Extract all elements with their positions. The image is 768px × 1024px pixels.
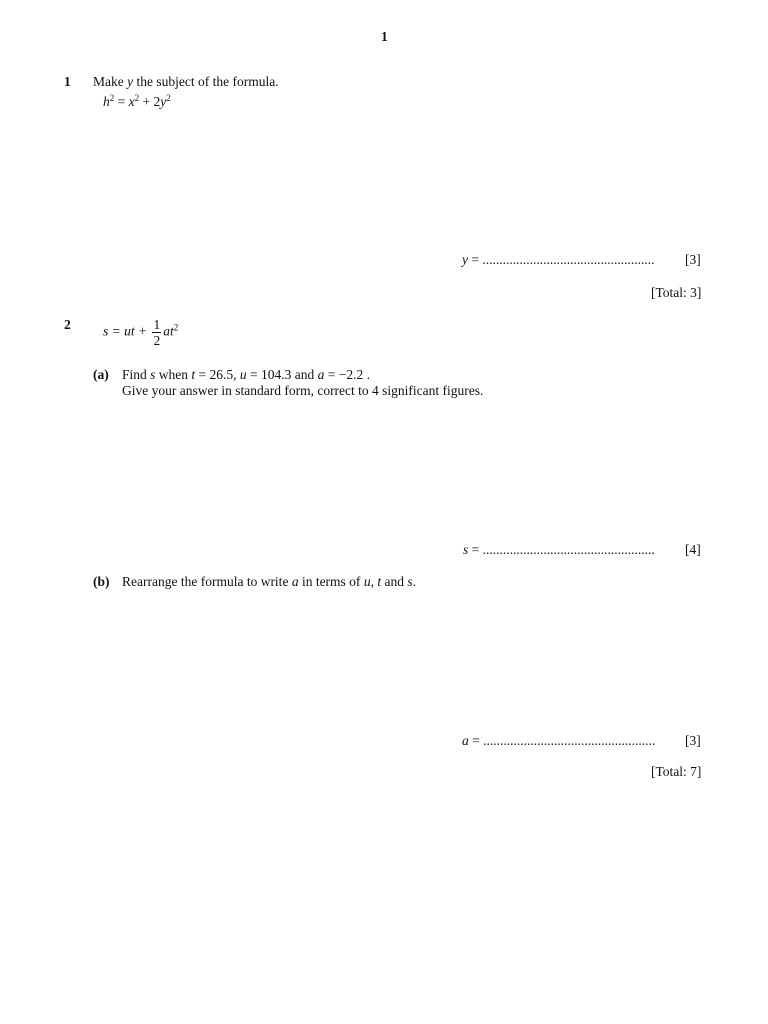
var-s: s xyxy=(407,574,413,589)
part-a-line-1 xyxy=(122,367,370,383)
answer-equals: = xyxy=(468,252,483,267)
question-1-marks: [3] xyxy=(685,252,701,267)
page-number: 1 xyxy=(381,29,388,44)
formula-exponent: 2 xyxy=(166,93,171,103)
question-2-total: [Total: 7] xyxy=(651,764,702,779)
question-1-total: [Total: 3] xyxy=(651,285,702,300)
prompt-text: the subject of the formula. xyxy=(133,74,279,89)
question-1-formula xyxy=(103,94,171,110)
text: when xyxy=(155,367,192,382)
part-b-text xyxy=(122,574,416,590)
prompt-variable: y xyxy=(127,74,134,89)
answer-dots[interactable]: ................................................... xyxy=(482,542,655,557)
var-u: u xyxy=(363,574,371,589)
question-2-number: 2 xyxy=(64,317,71,332)
formula-y: y xyxy=(160,94,167,109)
part-a-line-2: Give your answer in standard form, correct to 4 significant figures. xyxy=(122,383,484,398)
text: in terms of xyxy=(298,574,364,589)
formula-plus: + 2 xyxy=(139,94,161,109)
prompt-text: Make xyxy=(93,74,128,89)
formula-rhs: at xyxy=(163,323,174,339)
question-1-answer-line[interactable] xyxy=(462,252,655,268)
formula-exponent: 2 xyxy=(134,93,140,103)
text: . xyxy=(412,574,416,589)
formula-h: h xyxy=(103,94,110,109)
var-s: s xyxy=(150,367,156,382)
part-a-label: (a) xyxy=(93,367,109,382)
text: = 104.3 and xyxy=(246,367,318,382)
formula-x: x xyxy=(128,94,135,109)
text: , xyxy=(370,574,378,589)
fraction-denominator: 2 xyxy=(153,333,161,348)
var-a: a xyxy=(291,574,299,589)
formula-exponent: 2 xyxy=(173,322,179,333)
answer-dots[interactable]: ................................................... xyxy=(482,252,655,267)
var-t: t xyxy=(191,367,196,382)
answer-equals: = xyxy=(468,542,483,557)
text: Find xyxy=(122,367,151,382)
var-u: u xyxy=(239,367,247,382)
answer-variable: y xyxy=(462,252,468,267)
formula-lhs: s = ut + xyxy=(103,323,151,339)
part-b-marks: [3] xyxy=(685,733,701,748)
text: Rearrange the formula to write xyxy=(122,574,292,589)
answer-dots[interactable]: ................................................... xyxy=(483,733,656,748)
formula-fraction xyxy=(152,317,161,348)
answer-variable: a xyxy=(462,733,469,748)
var-a: a xyxy=(317,367,325,382)
part-b-label: (b) xyxy=(93,574,110,589)
text: = −2.2 . xyxy=(324,367,371,382)
answer-equals: = xyxy=(468,733,484,748)
text: = 26.5, xyxy=(195,367,240,382)
var-t: t xyxy=(377,574,382,589)
formula-exponent: 2 xyxy=(109,93,115,103)
formula-equals: = xyxy=(114,94,129,109)
part-b-answer-line[interactable] xyxy=(462,733,655,749)
fraction-numerator: 1 xyxy=(153,317,161,332)
text: and xyxy=(381,574,408,589)
part-a-answer-line[interactable] xyxy=(463,542,655,558)
answer-variable: s xyxy=(463,542,469,557)
question-1-number: 1 xyxy=(64,74,71,89)
question-1-prompt xyxy=(93,74,279,90)
question-2-formula xyxy=(103,317,178,348)
part-a-marks: [4] xyxy=(685,542,701,557)
